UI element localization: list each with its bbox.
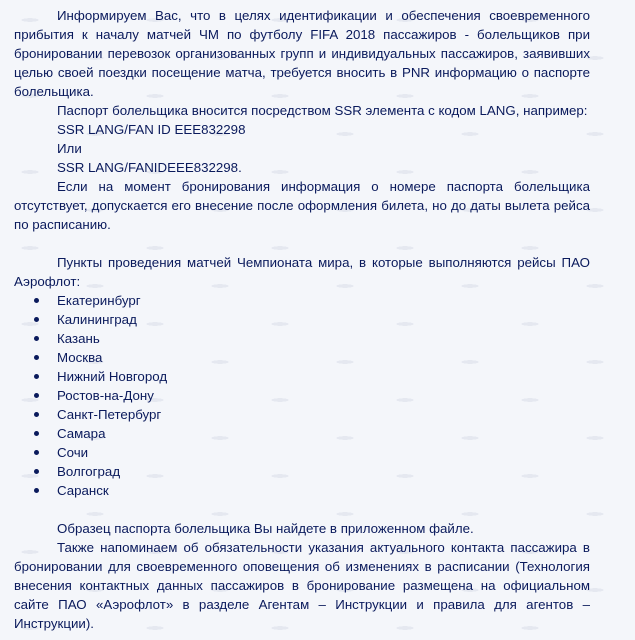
document-body xyxy=(14,6,590,633)
list-item: Екатеринбург xyxy=(14,291,590,310)
list-item: Ростов-на-Дону xyxy=(14,386,590,405)
ssr-intro-paragraph: Паспорт болельщика вносится посредством SSR элемента с кодом LANG, например: xyxy=(57,103,588,118)
bullet-icon xyxy=(34,469,39,474)
bullet-icon xyxy=(34,393,39,398)
list-item: Калининград xyxy=(14,310,590,329)
bullet-icon xyxy=(34,488,39,493)
bullet-icon xyxy=(34,431,39,436)
list-item: Санкт-Петербург xyxy=(14,405,590,424)
ssr-example-1: SSR LANG/FAN ID EEE832298 xyxy=(57,122,246,137)
bullet-icon xyxy=(34,450,39,455)
bullet-icon xyxy=(34,355,39,360)
sample-paragraph: Образец паспорта болельщика Вы найдете в приложенном файле. xyxy=(57,521,474,536)
late-entry-paragraph: Если на момент бронирования информация о номере паспорта болельщика отсутствует, допускается его внесение после оформления билета, но до даты вылета рейса по расписанию. xyxy=(14,179,590,232)
bullet-icon xyxy=(34,298,39,303)
spacer xyxy=(14,500,590,519)
list-item: Самара xyxy=(14,424,590,443)
list-item: Сочи xyxy=(14,443,590,462)
bullet-icon xyxy=(34,336,39,341)
or-text: Или xyxy=(57,141,82,156)
list-item: Волгоград xyxy=(14,462,590,481)
bullet-icon xyxy=(34,374,39,379)
list-item: Саранск xyxy=(14,481,590,500)
list-item: Нижний Новгород xyxy=(14,367,590,386)
bullet-icon xyxy=(34,317,39,322)
list-item: Казань xyxy=(14,329,590,348)
intro-paragraph: Информируем Вас, что в целях идентификации и обеспечения своевременного прибытия к началу матчей ЧМ по футболу FIFA 2018 пассажиров - болельщиков при бронировании перевозок организованных групп и индивидуальных пассажиров, заявивших целью своей поездки посещение матча, требуется вносить в PNR информацию о паспорте болельщика. xyxy=(14,8,590,99)
cities-intro-paragraph: Пункты проведения матчей Чемпионата мира, в которые выполняются рейсы ПАО Аэрофлот: xyxy=(14,255,590,289)
spacer xyxy=(14,234,590,253)
cities-list xyxy=(14,291,590,500)
reminder-paragraph: Также напоминаем об обязательности указания актуального контакта пассажира в бронировании для своевременного оповещения об изменениях в расписании (Технология внесения контактных данных пассажиров в бронирование размещена на официальном сайте ПАО «Аэрофлот» в разделе Агентам – Инструкции и правила для агентов – Инструкции). xyxy=(14,540,590,631)
ssr-example-2: SSR LANG/FANIDEEE832298. xyxy=(57,160,242,175)
list-item: Москва xyxy=(14,348,590,367)
bullet-icon xyxy=(34,412,39,417)
